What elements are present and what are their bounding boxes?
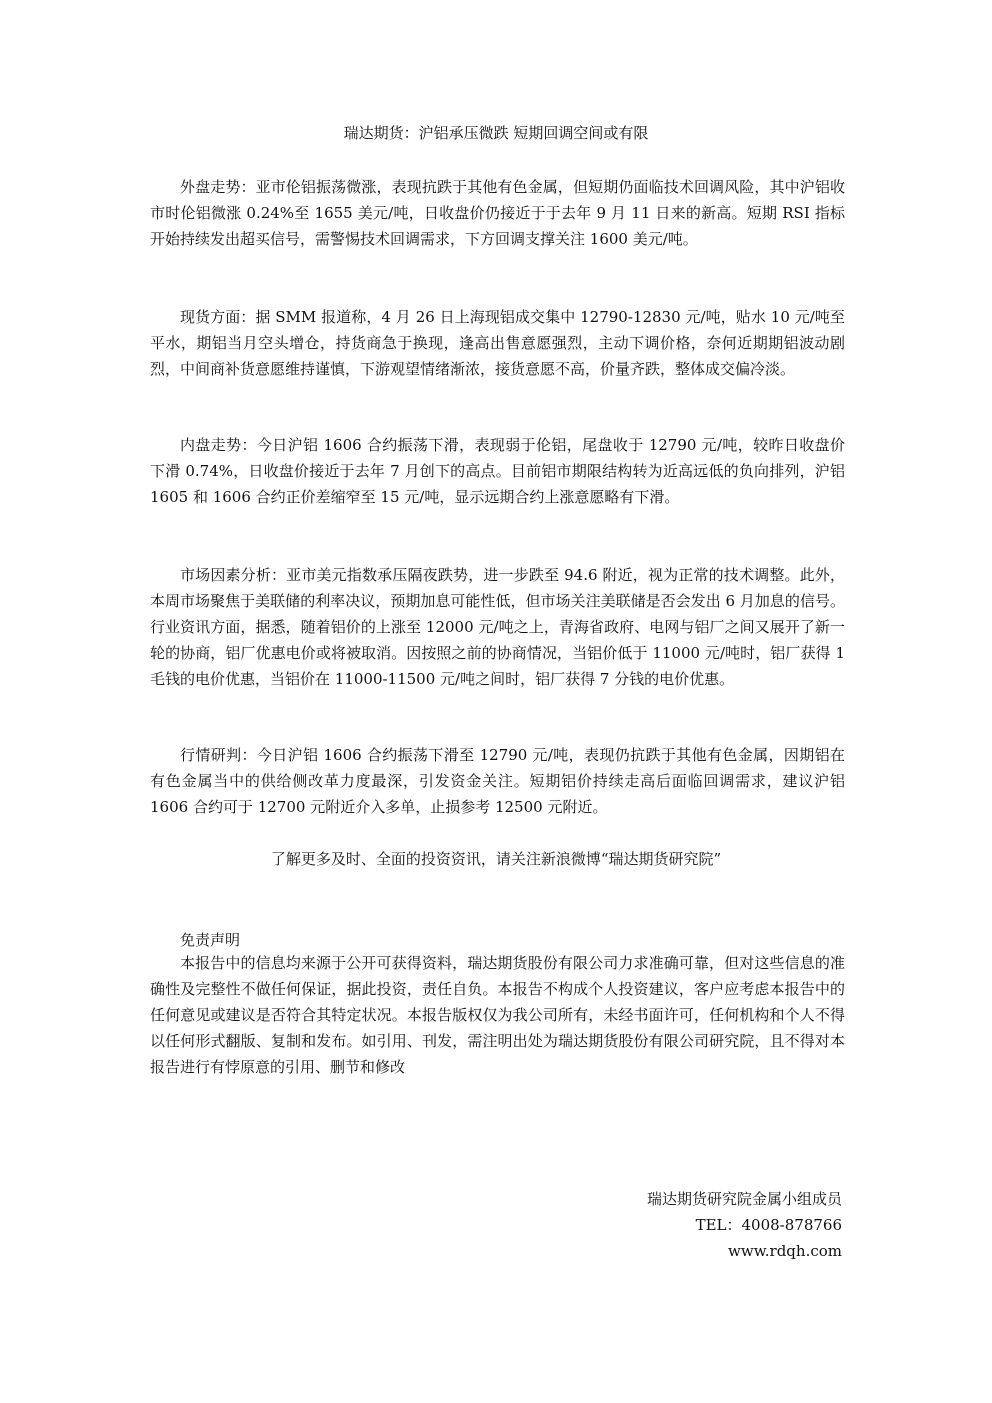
paragraph-overseas-trend: 外盘走势：亚市伦铝振荡微涨，表现抗跌于其他有色金属，但短期仍面临技术回调风险，其中沪铝收市时伦铝微涨 0.24%至 1655 美元/吨，日收盘价仍接近于于去年 9 月 11 日来的新高。短期 RSI 指标开始持续发出超买信号，需警惕技术回调需求，下方回调支撑关注 1600 美元/吨。: [150, 178, 845, 248]
footer-team: 瑞达期货研究院金属小组成员: [646, 1190, 842, 1208]
footer-website[interactable]: www.rdqh.com: [728, 1242, 842, 1260]
footer-tel: TEL：4008-878766: [695, 1216, 842, 1234]
paragraph-spot-market: 现货方面：据 SMM 报道称，4 月 26 日上海现铝成交集中 12790-12830 元/吨，贴水 10 元/吨至平水，期铝当月空头增仓，持货商急于换现，逢高出售意愿强烈，主动下调价格，奈何近期期铝波动剧烈，中间商补货意愿维持谨慎，下游观望情绪渐浓，接货意愿不高，价量齐跌，整体成交偏冷淡。: [150, 308, 845, 378]
paragraph-market-outlook: 行情研判：今日沪铝 1606 合约振荡下滑至 12790 元/吨，表现仍抗跌于其他有色金属，因期铝在有色金属当中的供给侧改革力度最深，引发资金关注。短期铝价持续走高后面临回调需求，建议沪铝 1606 合约可于 12700 元附近介入多单，止损参考 12500 元附近。: [150, 746, 845, 816]
disclaimer-title: 免责声明: [180, 931, 241, 949]
follow-weibo-note: 了解更多及时、全面的投资资讯，请关注新浪微博“瑞达期货研究院”: [270, 850, 722, 868]
document-title: 瑞达期货：沪铝承压微跌 短期回调空间或有限: [343, 124, 649, 142]
disclaimer-body: 本报告中的信息均来源于公开可获得资料，瑞达期货股份有限公司力求准确可靠，但对这些信息的准确性及完整性不做任何保证，据此投资，责任自负。本报告不构成个人投资建议，客户应考虑本报告中的任何意见或建议是否符合其特定状况。本报告版权仅为我公司所有，未经书面许可，任何机构和个人不得以任何形式翻版、复制和发布。如引用、刊发，需注明出处为瑞达期货股份有限公司研究院，且不得对本报告进行有悖原意的引用、删节和修改: [150, 954, 845, 1076]
paragraph-domestic-trend: 内盘走势：今日沪铝 1606 合约振荡下滑，表现弱于伦铝，尾盘收于 12790 元/吨，较昨日收盘价下滑 0.74%，日收盘价接近于去年 7 月创下的高点。目前铝市期限结构转为近高远低的负向排列，沪铝 1605 和 1606 合约正价差缩窄至 15 元/吨，显示远期合约上涨意愿略有下滑。: [150, 436, 845, 506]
paragraph-market-factors: 市场因素分析：亚市美元指数承压隔夜跌势，进一步跌至 94.6 附近，视为正常的技术调整。此外，本周市场聚焦于美联储的利率决议，预期加息可能性低，但市场关注美联储是否会发出 6 月加息的信号。行业资讯方面，据悉，随着铝价的上涨至 12000 元/吨之上，青海省政府、电网与铝厂之间又展开了新一轮的协商，铝厂优惠电价或将被取消。因按照之前的协商情况，当铝价低于 11000 元/吨时，铝厂获得 1 毛钱的电价优惠，当铝价在 11000-11500 元/吨之间时，铝厂获得 7 分钱的电价优惠。: [150, 566, 845, 688]
